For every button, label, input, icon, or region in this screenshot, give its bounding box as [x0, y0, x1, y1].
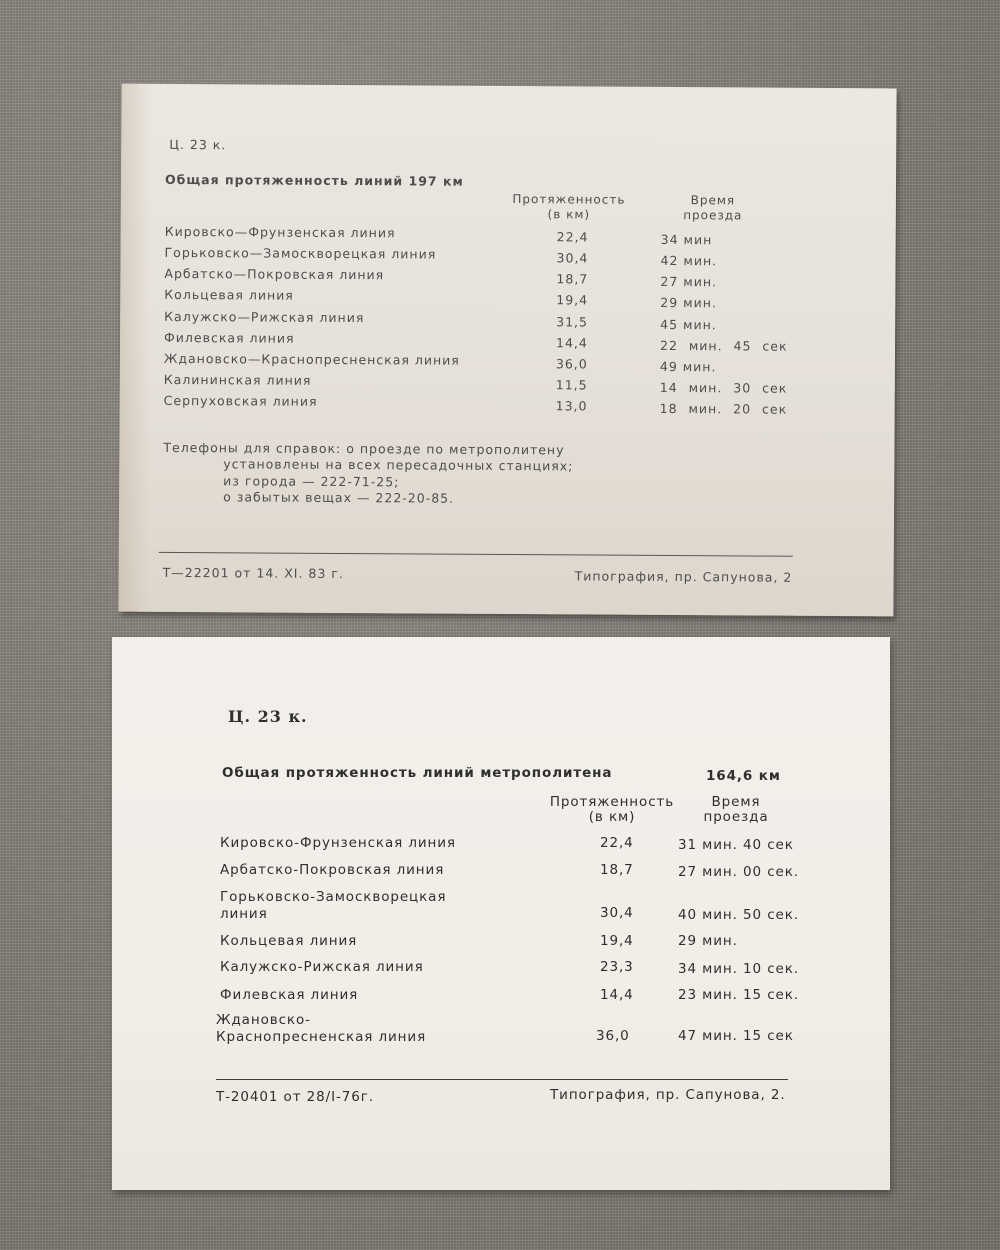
price-label: Ц. 23 к. — [169, 136, 227, 153]
column-header-time: Время проезда — [703, 794, 769, 825]
line-length: 19,4 — [600, 933, 634, 949]
line-name: Кировско-Фрунзенская линия — [220, 835, 456, 851]
line-name: Калужско-Рижская линия — [220, 959, 424, 975]
price-label: Ц. 23 к. — [228, 707, 308, 726]
line-length: 30,4 — [556, 250, 589, 266]
line-length: 36,0 — [596, 1028, 630, 1044]
printer-address: Типография, пр. Сапунова, 2 — [574, 568, 793, 585]
line-time: 27 мин. 00 сек. — [678, 864, 799, 880]
line-time: 45 мин. — [660, 316, 717, 333]
column-header-length: Протяженность (в км) — [512, 192, 626, 222]
footer-divider — [216, 1079, 788, 1080]
phones-line: Телефоны для справок: о проезде по метрополитену — [163, 439, 565, 458]
line-length: 14,4 — [600, 987, 634, 1003]
line-name: Арбатско-Покровская линия — [220, 862, 445, 878]
line-time: 14 мин. 30 сек — [659, 379, 788, 396]
total-length-title: Общая протяженность линий метрополитена — [222, 765, 613, 781]
line-length: 14,4 — [555, 335, 588, 351]
line-time: 49 мин. — [659, 358, 717, 375]
line-name: Кировско—Фрунзенская линия — [164, 223, 396, 241]
line-time: 42 мин. — [660, 252, 718, 269]
total-length-value: 164,6 км — [706, 768, 781, 784]
phones-line: из города — 222-71-25; — [223, 473, 400, 490]
line-length: 22,4 — [600, 835, 634, 851]
phones-line: установлены на всех пересадочных станциях; — [223, 456, 574, 474]
line-time: 29 мин. — [678, 933, 738, 949]
line-name: Ждановско-Краснопресненская линия — [216, 1012, 427, 1045]
line-length: 31,5 — [556, 314, 589, 330]
line-time: 40 мин. 50 сек. — [678, 907, 799, 923]
line-length: 23,3 — [600, 959, 634, 975]
line-time: 22 мин. 45 сек — [659, 337, 788, 354]
line-length: 22,4 — [556, 229, 589, 245]
line-length: 18,7 — [556, 271, 589, 287]
line-length: 11,5 — [555, 377, 588, 393]
line-length: 19,4 — [556, 292, 589, 308]
line-time: 47 мин. 15 сек — [678, 1028, 794, 1044]
line-length: 36,0 — [555, 356, 588, 372]
line-name: Кольцевая линия — [164, 286, 294, 303]
line-time: 31 мин. 40 сек — [678, 837, 794, 853]
line-length: 18,7 — [600, 862, 634, 878]
metro-card-1976 — [112, 637, 890, 1190]
column-header-length: Протяженность (в км) — [549, 794, 675, 825]
line-name: Горьковско-Замоскворецкая линия — [220, 889, 447, 922]
line-time: 27 мин. — [660, 273, 718, 290]
line-time: 23 мин. 15 сек. — [678, 987, 799, 1003]
print-code: Т—22201 от 14. XI. 83 г. — [162, 564, 344, 582]
line-time: 34 мин — [660, 231, 713, 248]
line-time: 34 мин. 10 сек. — [678, 961, 799, 977]
line-name: Калининская линия — [163, 371, 312, 388]
footer-divider — [159, 552, 793, 557]
line-name: Филевская линия — [220, 987, 359, 1003]
line-name: Арбатско—Покровская линия — [164, 265, 385, 283]
total-length-title: Общая протяженность линий 197 км — [164, 171, 464, 189]
metro-card-1983 — [118, 84, 896, 617]
line-name: Горьковско—Замоскворецкая линия — [164, 244, 437, 262]
line-time: 29 мин. — [660, 294, 717, 311]
line-name: Ждановско—Краснопресненская линия — [163, 350, 460, 368]
print-code: Т-20401 от 28/I-76г. — [216, 1089, 374, 1105]
phones-line: о забытых вещах — 222-20-85. — [223, 489, 455, 506]
line-length: 30,4 — [600, 905, 634, 921]
line-name: Серпуховская линия — [163, 392, 318, 409]
line-length: 13,0 — [555, 398, 588, 414]
line-time: 18 мин. 20 сек — [659, 400, 788, 417]
line-name: Калужско—Рижская линия — [164, 308, 365, 326]
line-name: Кольцевая линия — [220, 933, 358, 949]
column-header-time: Время проезда — [683, 193, 743, 223]
printer-address: Типография, пр. Сапунова, 2. — [550, 1087, 786, 1103]
line-name: Филевская линия — [164, 329, 295, 346]
